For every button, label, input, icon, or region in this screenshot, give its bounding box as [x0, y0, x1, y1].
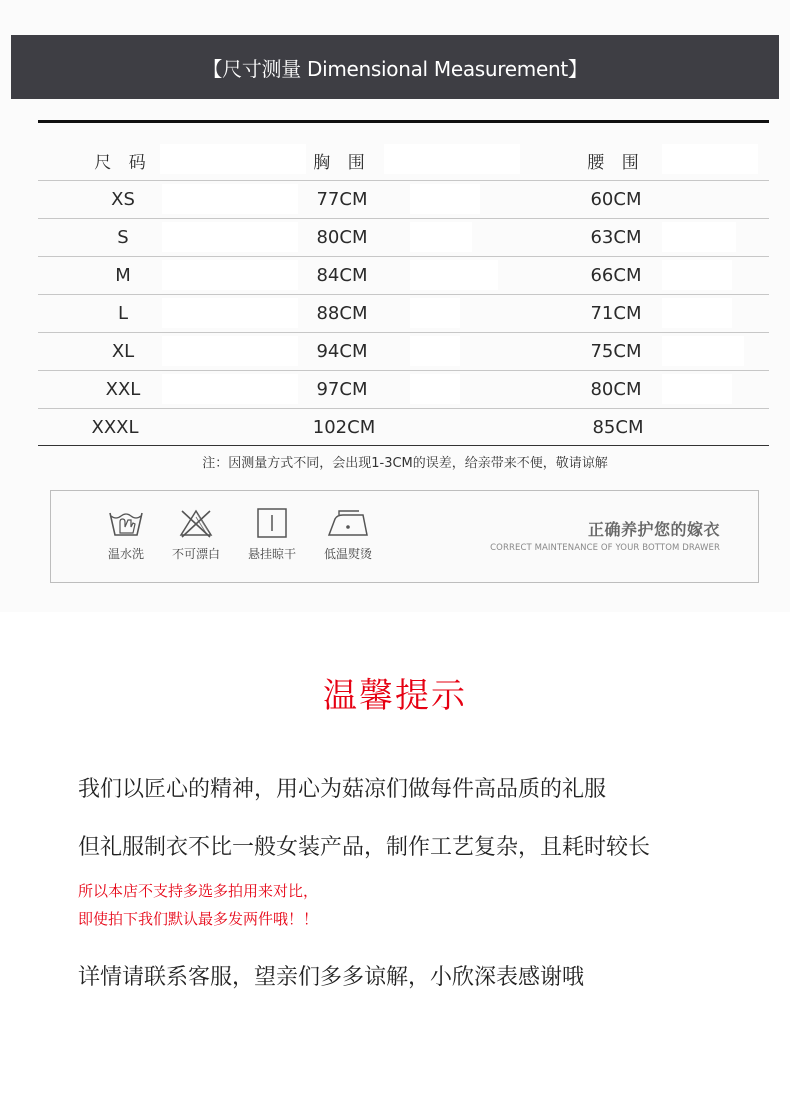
- chest-cell: 80CM: [316, 227, 368, 248]
- table-top-rule: [38, 120, 769, 123]
- blank-patch: [410, 374, 460, 404]
- tips-warning-line-2: 即使拍下我们默认最多发两件哦！！: [78, 910, 319, 928]
- waist-cell: 60CM: [590, 189, 642, 210]
- table-row: [38, 181, 769, 219]
- care-item-bleach: [161, 507, 231, 562]
- chest-cell: 97CM: [316, 379, 368, 400]
- size-cell: XS: [111, 189, 135, 210]
- care-item-hang: [237, 507, 307, 562]
- chest-cell: 84CM: [316, 265, 368, 286]
- size-cell: M: [115, 265, 131, 286]
- hang-dry-icon: [237, 507, 307, 539]
- size-cell: XXL: [105, 379, 141, 400]
- waist-cell: 71CM: [590, 303, 642, 324]
- care-label: 温水洗: [107, 547, 144, 561]
- waist-cell: 80CM: [590, 379, 642, 400]
- blank-patch: [410, 298, 460, 328]
- size-cell: L: [117, 303, 129, 324]
- measurement-note: 注：因测量方式不同，会出现1-3CM的误差，给亲带来不便，敬请谅解: [202, 456, 608, 471]
- blank-patch: [410, 260, 498, 290]
- size-chart-header: [11, 35, 779, 99]
- care-item-wash: [91, 507, 161, 562]
- table-row: [38, 409, 769, 446]
- tips-line-contact: 详情请联系客服，望亲们多多谅解，小欣深表感谢哦: [78, 965, 585, 990]
- care-label: 不可漂白: [171, 547, 220, 561]
- table-row: [38, 371, 769, 409]
- table-header-row: [38, 141, 769, 181]
- care-label: 低温熨烫: [323, 547, 372, 561]
- column-header-chest: 胸 围: [313, 153, 371, 173]
- waist-cell: 85CM: [592, 416, 644, 438]
- blank-patch: [410, 336, 460, 366]
- size-cell: S: [117, 227, 129, 248]
- size-table: [38, 141, 769, 446]
- waist-cell: 66CM: [590, 265, 642, 286]
- blank-patch: [410, 184, 480, 214]
- waist-cell: 75CM: [590, 341, 642, 362]
- column-header-waist: 腰 围: [587, 153, 645, 173]
- chest-cell: 94CM: [316, 341, 368, 362]
- tips-line-craftsmanship: 我们以匠心的精神，用心为菇凉们做每件高品质的礼服: [78, 777, 607, 802]
- column-header-size: 尺 码: [94, 153, 152, 173]
- care-subtitle: CORRECT MAINTENANCE OF YOUR BOTTOM DRAWER: [490, 543, 720, 553]
- hand-wash-icon: [91, 507, 161, 539]
- no-bleach-icon: [161, 507, 231, 539]
- care-instructions-box: [50, 490, 759, 583]
- care-label: 悬挂晾干: [247, 547, 296, 561]
- chest-cell: 77CM: [316, 189, 368, 210]
- waist-cell: 63CM: [590, 227, 642, 248]
- size-cell: XXXL: [91, 416, 139, 438]
- care-item-iron: [313, 507, 383, 562]
- care-title: 正确养护您的嫁衣: [587, 520, 720, 539]
- tips-line-production: 但礼服制衣不比一般女装产品，制作工艺复杂，且耗时较长: [78, 835, 651, 860]
- table-row: [38, 257, 769, 295]
- tips-warning-line-1: 所以本店不支持多选多拍用来对比，: [78, 882, 319, 900]
- chest-cell: 88CM: [316, 303, 368, 324]
- low-iron-icon: [313, 507, 383, 539]
- table-row: [38, 219, 769, 257]
- table-row: [38, 333, 769, 371]
- size-cell: XL: [111, 341, 135, 362]
- table-row: [38, 295, 769, 333]
- size-chart-title: 【尺寸测量 Dimensional Measurement】: [202, 56, 588, 81]
- chest-cell: 102CM: [312, 416, 376, 438]
- tips-title: 温馨提示: [323, 676, 467, 716]
- blank-patch: [410, 222, 472, 252]
